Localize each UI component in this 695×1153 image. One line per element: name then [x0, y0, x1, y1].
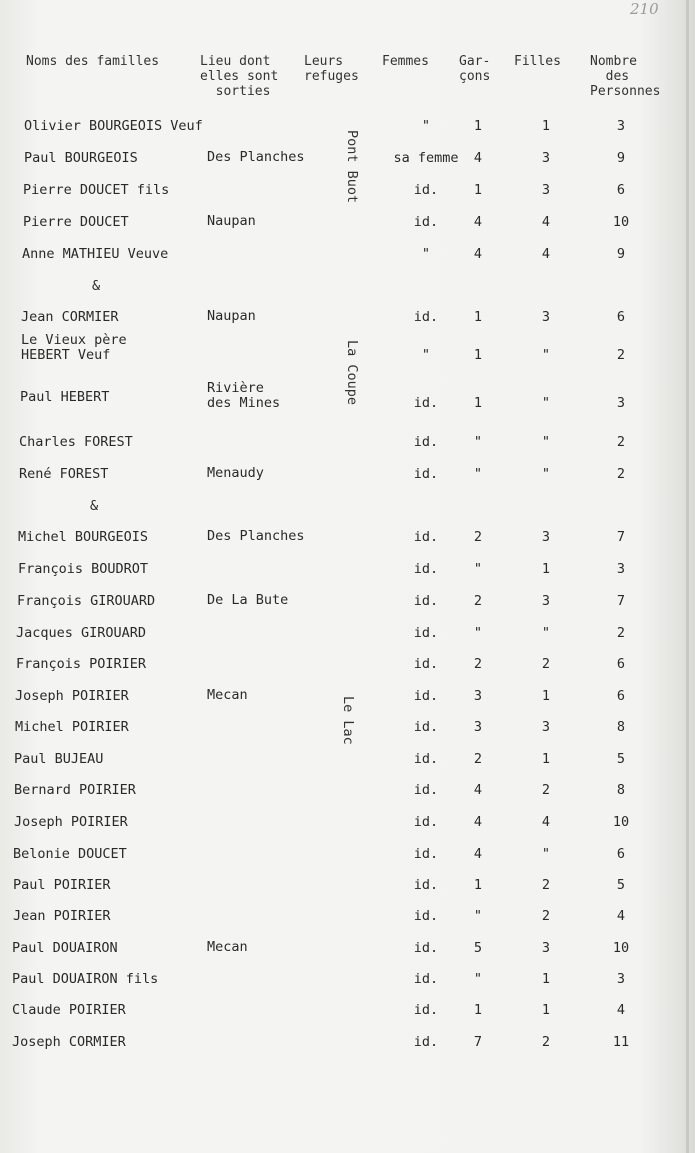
- family-name: Belonie DOUCET: [13, 846, 127, 862]
- femmes-cell: id.: [413, 593, 439, 609]
- femmes-cell: id.: [413, 877, 439, 893]
- garcons-cell: ": [473, 434, 483, 450]
- nombre-cell: 2: [616, 625, 626, 641]
- family-name: Charles FOREST: [19, 434, 133, 450]
- nombre-cell: 3: [616, 118, 626, 134]
- header-filles: Filles: [514, 54, 561, 69]
- femmes-cell: id.: [413, 688, 439, 704]
- garcons-cell: ": [473, 625, 483, 641]
- filles-cell: 3: [541, 529, 551, 545]
- filles-cell: 2: [541, 908, 551, 924]
- nombre-cell: 3: [616, 561, 626, 577]
- femmes-cell: id.: [413, 182, 439, 198]
- family-name: Joseph POIRIER: [15, 688, 129, 704]
- femmes-cell: id.: [413, 656, 439, 672]
- femmes-cell: ": [421, 246, 431, 262]
- origin-place: Rivière des Mines: [207, 380, 281, 411]
- origin-place: Des Planches: [207, 149, 305, 165]
- family-name: François BOUDROT: [18, 561, 149, 577]
- family-name: René FOREST: [19, 466, 109, 482]
- garcons-cell: 1: [473, 182, 483, 198]
- family-name: Paul BUJEAU: [14, 751, 104, 767]
- femmes-cell: ": [421, 118, 431, 134]
- nombre-cell: 9: [616, 150, 626, 166]
- garcons-cell: 3: [473, 688, 483, 704]
- nombre-cell: 2: [616, 434, 626, 450]
- femmes-cell: id.: [413, 751, 439, 767]
- filles-cell: 3: [541, 150, 551, 166]
- garcons-cell: 7: [473, 1034, 483, 1050]
- origin-place: Mecan: [207, 687, 248, 703]
- refuge-label: Le Lac: [340, 696, 356, 745]
- filles-cell: 3: [541, 719, 551, 735]
- garcons-cell: 1: [473, 1002, 483, 1018]
- filles-cell: 4: [541, 246, 551, 262]
- nombre-cell: 5: [616, 751, 626, 767]
- filles-cell: 2: [541, 877, 551, 893]
- refuge-label: Pont Buot: [344, 130, 360, 204]
- femmes-cell: id.: [413, 814, 439, 830]
- femmes-cell: id.: [413, 908, 439, 924]
- filles-cell: ": [541, 395, 551, 411]
- garcons-cell: 2: [473, 529, 483, 545]
- garcons-cell: ": [473, 971, 483, 987]
- filles-cell: ": [541, 466, 551, 482]
- family-name: Paul HEBERT: [20, 389, 110, 405]
- refuge-label: La Coupe: [344, 340, 360, 406]
- nombre-cell: 5: [616, 877, 626, 893]
- family-name: Anne MATHIEU Veuve: [22, 246, 169, 262]
- header-lieu: Lieu dont elles sont sorties: [200, 54, 279, 99]
- nombre-cell: 9: [616, 246, 626, 262]
- family-name: Michel POIRIER: [15, 719, 129, 735]
- garcons-cell: 1: [473, 877, 483, 893]
- filles-cell: 1: [541, 751, 551, 767]
- page-number: 210: [630, 0, 659, 18]
- origin-place: Menaudy: [207, 465, 264, 481]
- filles-cell: 3: [541, 593, 551, 609]
- family-name: Paul DOUAIRON: [12, 940, 118, 956]
- nombre-cell: 2: [616, 347, 626, 363]
- garcons-cell: 4: [473, 150, 483, 166]
- origin-place: Mecan: [207, 939, 248, 955]
- nombre-cell: 8: [616, 782, 626, 798]
- filles-cell: 3: [541, 309, 551, 325]
- family-name: Olivier BOURGEOIS Veuf: [24, 118, 203, 134]
- garcons-cell: ": [473, 561, 483, 577]
- family-name: Jean POIRIER: [13, 908, 111, 924]
- filles-cell: 3: [541, 182, 551, 198]
- filles-cell: 2: [541, 656, 551, 672]
- family-name: François POIRIER: [16, 656, 147, 672]
- family-name: Pierre DOUCET fils: [23, 182, 170, 198]
- filles-cell: 1: [541, 118, 551, 134]
- family-name: Paul POIRIER: [13, 877, 111, 893]
- garcons-cell: 1: [473, 309, 483, 325]
- filles-cell: 4: [541, 214, 551, 230]
- filles-cell: 3: [541, 940, 551, 956]
- filles-cell: 1: [541, 971, 551, 987]
- femmes-cell: id.: [413, 214, 439, 230]
- femmes-cell: id.: [413, 625, 439, 641]
- nombre-cell: 4: [616, 908, 626, 924]
- filles-cell: 1: [541, 688, 551, 704]
- garcons-cell: 4: [473, 214, 483, 230]
- femmes-cell: id.: [413, 529, 439, 545]
- femmes-cell: id.: [413, 971, 439, 987]
- ampersand: &: [92, 278, 101, 294]
- filles-cell: 1: [541, 1002, 551, 1018]
- femmes-cell: id.: [413, 1034, 439, 1050]
- header-noms: Noms des familles: [26, 54, 160, 69]
- nombre-cell: 3: [616, 395, 626, 411]
- filles-cell: ": [541, 347, 551, 363]
- femmes-cell: id.: [413, 466, 439, 482]
- filles-cell: ": [541, 846, 551, 862]
- family-name: Claude POIRIER: [12, 1002, 126, 1018]
- family-name: Michel BOURGEOIS: [18, 529, 149, 545]
- origin-place: Naupan: [207, 213, 256, 229]
- garcons-cell: 2: [473, 656, 483, 672]
- garcons-cell: 1: [473, 395, 483, 411]
- nombre-cell: 10: [612, 214, 630, 230]
- nombre-cell: 6: [616, 846, 626, 862]
- garcons-cell: 4: [473, 246, 483, 262]
- femmes-cell: id.: [413, 719, 439, 735]
- femmes-cell: id.: [413, 846, 439, 862]
- nombre-cell: 8: [616, 719, 626, 735]
- nombre-cell: 3: [616, 971, 626, 987]
- femmes-cell: id.: [413, 940, 439, 956]
- filles-cell: 1: [541, 561, 551, 577]
- ampersand: &: [90, 498, 99, 514]
- garcons-cell: 2: [473, 751, 483, 767]
- nombre-cell: 6: [616, 182, 626, 198]
- filles-cell: ": [541, 625, 551, 641]
- femmes-cell: id.: [413, 395, 439, 411]
- nombre-cell: 10: [612, 940, 630, 956]
- nombre-cell: 6: [616, 656, 626, 672]
- origin-place: Naupan: [207, 308, 256, 324]
- header-garcons: Gar- çons: [459, 54, 491, 84]
- filles-cell: 4: [541, 814, 551, 830]
- femmes-cell: id.: [413, 309, 439, 325]
- page-edge: [686, 0, 689, 1153]
- family-name: Joseph CORMIER: [12, 1034, 126, 1050]
- nombre-cell: 6: [616, 309, 626, 325]
- garcons-cell: 2: [473, 593, 483, 609]
- nombre-cell: 11: [612, 1034, 630, 1050]
- family-name: Jean CORMIER: [21, 309, 119, 325]
- family-name: Paul DOUAIRON fils: [12, 971, 159, 987]
- family-name: Paul BOURGEOIS: [24, 150, 138, 166]
- header-refuges: Leurs refuges: [304, 54, 359, 84]
- family-name: Joseph POIRIER: [14, 814, 128, 830]
- garcons-cell: 1: [473, 118, 483, 134]
- nombre-cell: 6: [616, 688, 626, 704]
- femmes-cell: id.: [413, 1002, 439, 1018]
- garcons-cell: 4: [473, 814, 483, 830]
- nombre-cell: 2: [616, 466, 626, 482]
- origin-place: Des Planches: [207, 528, 305, 544]
- filles-cell: ": [541, 434, 551, 450]
- family-name: Bernard POIRIER: [14, 782, 136, 798]
- femmes-cell: id.: [413, 782, 439, 798]
- femmes-cell: ": [421, 347, 431, 363]
- family-name: Le Vieux père HEBERT Veuf: [21, 332, 127, 363]
- nombre-cell: 7: [616, 593, 626, 609]
- femmes-cell: sa femme: [393, 150, 459, 166]
- nombre-cell: 4: [616, 1002, 626, 1018]
- nombre-cell: 10: [612, 814, 630, 830]
- family-name: Jacques GIROUARD: [16, 625, 147, 641]
- garcons-cell: 1: [473, 347, 483, 363]
- family-name: François GIROUARD: [17, 593, 156, 609]
- garcons-cell: 4: [473, 846, 483, 862]
- family-name: Pierre DOUCET: [23, 214, 129, 230]
- femmes-cell: id.: [413, 561, 439, 577]
- garcons-cell: ": [473, 466, 483, 482]
- garcons-cell: 5: [473, 940, 483, 956]
- origin-place: De La Bute: [207, 592, 289, 608]
- filles-cell: 2: [541, 1034, 551, 1050]
- femmes-cell: id.: [413, 434, 439, 450]
- header-femmes: Femmes: [382, 54, 429, 69]
- garcons-cell: 4: [473, 782, 483, 798]
- garcons-cell: ": [473, 908, 483, 924]
- header-nombre: Nombre des Personnes: [590, 54, 661, 99]
- garcons-cell: 3: [473, 719, 483, 735]
- filles-cell: 2: [541, 782, 551, 798]
- nombre-cell: 7: [616, 529, 626, 545]
